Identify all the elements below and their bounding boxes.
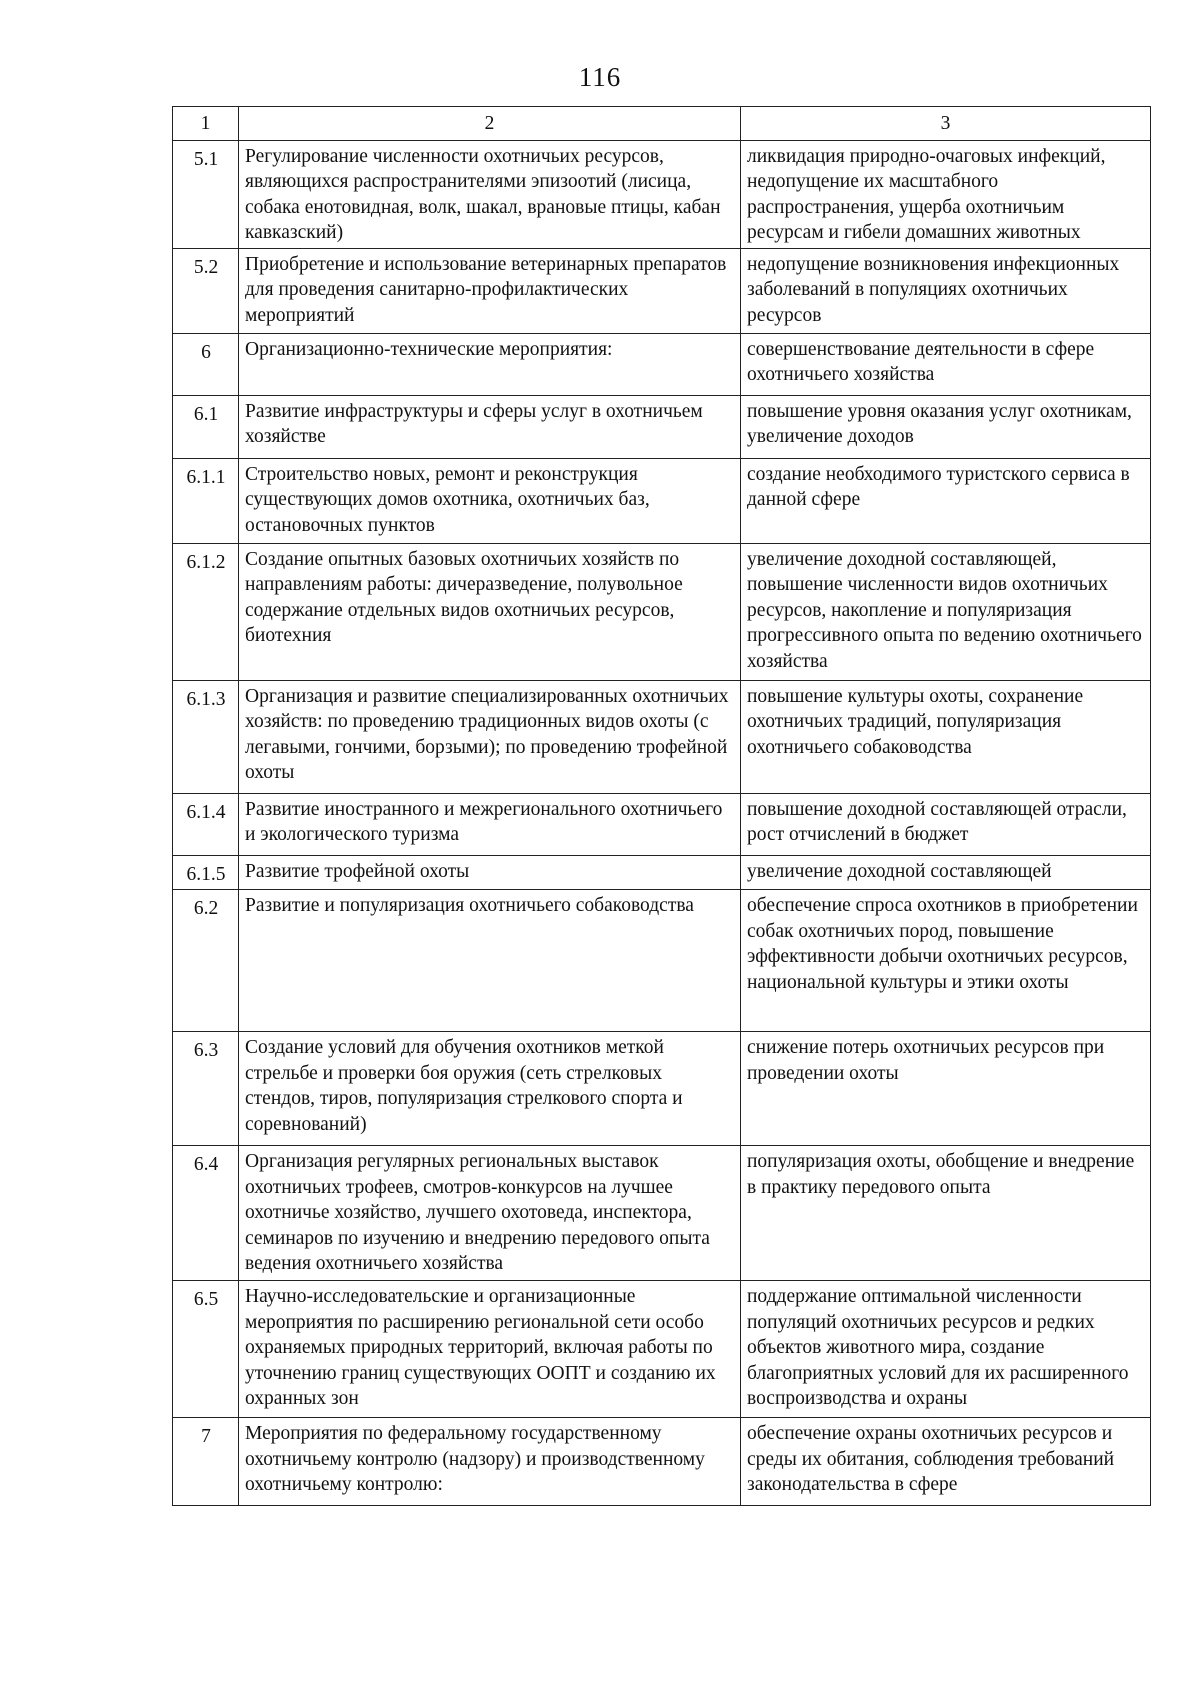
table-row — [173, 1281, 1151, 1418]
row-activity: Создание условий для обучения охотников меткой стрельбе и проверки боя оружия (сеть стрелковых стендов, тиров, популяризация стрелкового спорта и соревнований) — [239, 1032, 741, 1146]
measures-table — [172, 106, 1151, 1506]
row-number: 6.1.1 — [173, 458, 239, 543]
row-number: 6.1.4 — [173, 793, 239, 855]
row-result: создание необходимого туристского сервиса в данной сфере — [741, 458, 1151, 543]
row-result: недопущение возникновения инфекционных заболеваний в популяциях охотничьих ресурсов — [741, 248, 1151, 333]
row-activity: Развитие инфраструктуры и сферы услуг в охотничьем хозяйстве — [239, 395, 741, 458]
row-result: совершенствование деятельности в сфере охотничьего хозяйства — [741, 333, 1151, 395]
row-activity: Создание опытных базовых охотничьих хозяйств по направлениям работы: дичеразведение, полувольное содержание отдельных видов охотничьих ресурсов, биотехния — [239, 543, 741, 680]
row-number: 7 — [173, 1418, 239, 1506]
row-activity: Развитие иностранного и межрегионального охотничьего и экологического туризма — [239, 793, 741, 855]
row-activity: Научно-исследовательские и организационные мероприятия по расширению региональной сети особо охраняемых природных территорий, включая работы по уточнению границ существующих ООПТ и созданию их охранных зон — [239, 1281, 741, 1418]
table-row — [173, 1418, 1151, 1506]
table-row — [173, 680, 1151, 793]
column-header-number: 1 — [173, 107, 239, 141]
row-activity: Строительство новых, ремонт и реконструкция существующих домов охотника, охотничьих баз, остановочных пунктов — [239, 458, 741, 543]
row-result: увеличение доходной составляющей, повышение численности видов охотничьих ресурсов, накопление и популяризация прогрессивного опыта по ведению охотничьего хозяйства — [741, 543, 1151, 680]
table-row — [173, 1032, 1151, 1146]
table-header-row — [173, 107, 1151, 141]
table-row — [173, 543, 1151, 680]
row-result: снижение потерь охотничьих ресурсов при проведении охоты — [741, 1032, 1151, 1146]
row-activity: Развитие и популяризация охотничьего собаководства — [239, 890, 741, 1032]
row-activity: Развитие трофейной охоты — [239, 855, 741, 890]
row-activity: Организационно-технические мероприятия: — [239, 333, 741, 395]
row-number: 6.5 — [173, 1281, 239, 1418]
row-number: 6.1.3 — [173, 680, 239, 793]
table-row — [173, 333, 1151, 395]
row-result: поддержание оптимальной численности популяций охотничьих ресурсов и редких объектов животного мира, создание благоприятных условий для их расширенного воспроизводства и охраны — [741, 1281, 1151, 1418]
row-activity: Организация и развитие специализированных охотничьих хозяйств: по проведению традиционных видов охоты (с легавыми, гончими, борзыми); по проведению трофейной охоты — [239, 680, 741, 793]
row-number: 5.1 — [173, 140, 239, 248]
row-result: увеличение доходной составляющей — [741, 855, 1151, 890]
row-number: 6.3 — [173, 1032, 239, 1146]
row-result: ликвидация природно-очаговых инфекций, недопущение их масштабного распространения, ущерба охотничьим ресурсам и гибели домашних животных — [741, 140, 1151, 248]
row-activity: Регулирование численности охотничьих ресурсов, являющихся распространителями эпизоотий (лисица, собака енотовидная, волк, шакал, врановые птицы, кабан кавказский) — [239, 140, 741, 248]
table-row — [173, 855, 1151, 890]
row-result: обеспечение спроса охотников в приобретении собак охотничьих пород, повышение эффективности добычи охотничьих ресурсов, национальной культуры и этики охоты — [741, 890, 1151, 1032]
column-header-result: 3 — [741, 107, 1151, 141]
row-result: повышение уровня оказания услуг охотникам, увеличение доходов — [741, 395, 1151, 458]
row-result: повышение доходной составляющей отрасли, рост отчислений в бюджет — [741, 793, 1151, 855]
row-result: популяризация охоты, обобщение и внедрение в практику передового опыта — [741, 1146, 1151, 1281]
row-number: 6.1 — [173, 395, 239, 458]
column-header-activity: 2 — [239, 107, 741, 141]
page-number: 116 — [578, 62, 622, 92]
row-number: 6.2 — [173, 890, 239, 1032]
row-result: обеспечение охраны охотничьих ресурсов и среды их обитания, соблюдения требований законодательства в сфере — [741, 1418, 1151, 1506]
table-row — [173, 890, 1151, 1032]
row-activity: Организация регулярных региональных выставок охотничьих трофеев, смотров-конкурсов на лучшее охотничье хозяйство, лучшего охотоведа, инспектора, семинаров по изучению и внедрению передового опыта ведения охотничьего хозяйства — [239, 1146, 741, 1281]
row-activity: Мероприятия по федеральному государственному охотничьему контролю (надзору) и производственному охотничьему контролю: — [239, 1418, 741, 1506]
table-row — [173, 248, 1151, 333]
row-number: 5.2 — [173, 248, 239, 333]
row-number: 6.1.5 — [173, 855, 239, 890]
row-result: повышение культуры охоты, сохранение охотничьих традиций, популяризация охотничьего собаководства — [741, 680, 1151, 793]
table-row — [173, 1146, 1151, 1281]
table-row — [173, 458, 1151, 543]
row-number: 6 — [173, 333, 239, 395]
row-activity: Приобретение и использование ветеринарных препаратов для проведения санитарно-профилактических мероприятий — [239, 248, 741, 333]
table-row — [173, 793, 1151, 855]
row-number: 6.1.2 — [173, 543, 239, 680]
table-row — [173, 395, 1151, 458]
row-number: 6.4 — [173, 1146, 239, 1281]
table-row — [173, 140, 1151, 248]
